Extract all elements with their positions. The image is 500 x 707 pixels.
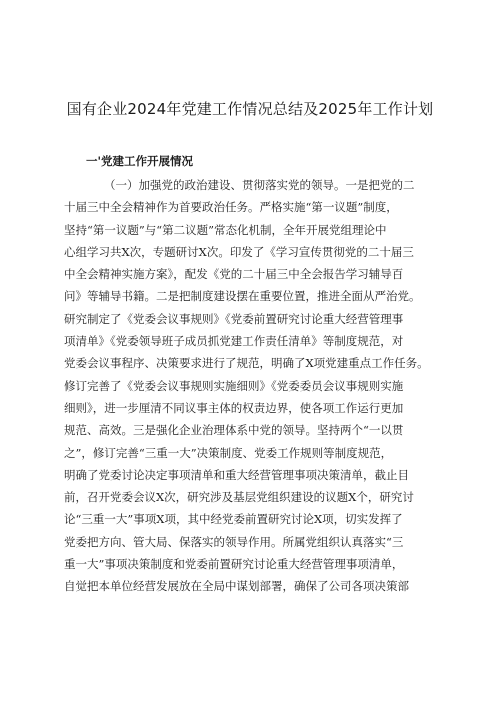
document-title: 国有企业2024年党建工作情况总结及2025年工作计划 [66, 100, 434, 118]
paragraph-line: 心组学习共X次，专题研讨X次。印发了《学习宣传贯彻党的二十届三 [64, 244, 414, 259]
paragraph-line: 十届三中全会精神作为首要政治任务。严格实施“第一议题”制度， [64, 200, 398, 215]
paragraph-line: 中全会精神实施方案》，配发《党的二十届三中全会报告学习辅导百 [64, 267, 404, 282]
section-heading: 一'党建工作开展情况 [86, 154, 194, 168]
paragraph-line: 论“三重一大”事项X项，其中经党委前置研究讨论X项，切实发挥了 [64, 512, 403, 527]
paragraph-line: 修订完善了《党委会议事规则实施细则》《党委委员会议事规则实施 [64, 378, 404, 393]
paragraph-line: 规范、高效。三是强化企业治理体系中党的领导。坚持两个“一以贯 [64, 423, 404, 438]
paragraph-line: 自觉把本单位经营发展放在全局中谋划部署，确保了公司各项决策部 [64, 579, 409, 594]
paragraph-line: 之”，修订完善“三重一大”决策制度、党委工作规则等制度规范， [64, 445, 393, 460]
paragraph-line: 坚持“第一议题”与“第二议题”常态化机制，全年开展党组理论中 [64, 222, 387, 237]
paragraph-line: 项清单》《党委领导班子成员抓党建工作责任清单》等制度规范，对 [64, 334, 404, 349]
paragraph-line: 党委会议事程序、决策要求进行了规范，明确了X项党建重点工作任务。 [64, 356, 429, 371]
paragraph-line: 明确了党委讨论决定事项清单和重大经营管理事项决策清单，截止目 [64, 467, 409, 482]
paragraph-line: 前，召开党委会议X次，研究涉及基层党组织建设的议题X个，研究讨 [64, 490, 414, 505]
paragraph-line: 重一大”事项决策制度和党委前置研究讨论重大经营管理事项清单， [64, 557, 404, 572]
paragraph-line: 研究制定了《党委会议事规则》《党委前置研究讨论重大经营管理事 [64, 311, 404, 326]
paragraph-line: 细则》，进一步厘清不同议事主体的权责边界，使各项工作运行更加 [64, 400, 404, 415]
paragraph-line: （一）加强党的政治建设、贯彻落实党的领导。一是把党的二 [104, 178, 415, 192]
body-paragraph [64, 174, 444, 598]
paragraph-line: 党委把方向、管大局、保落实的领导作用。所属党组织认真落实“三 [64, 534, 404, 549]
paragraph-line: 问》等辅导书籍。二是把制度建设摆在重要位置，推进全面从严治党。 [64, 289, 421, 304]
